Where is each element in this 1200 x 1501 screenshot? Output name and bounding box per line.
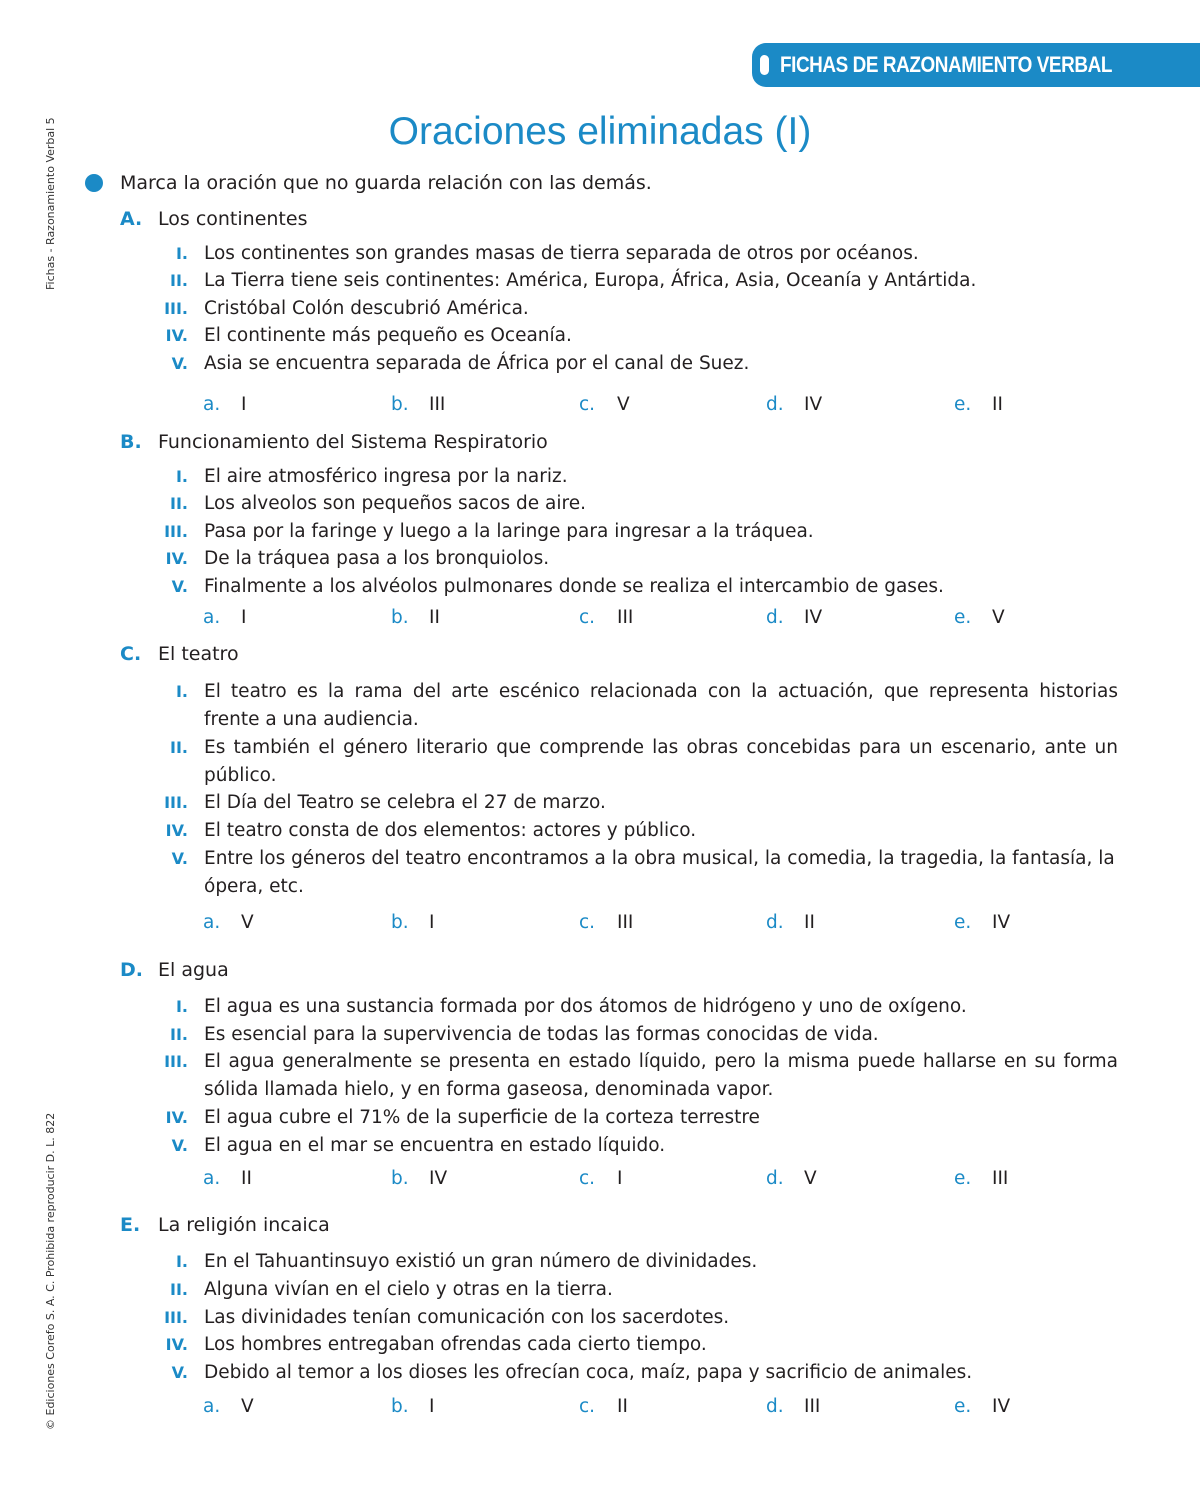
item-text: De la tráquea pasa a los bronquiolos. [204,548,550,569]
option-value: II [429,607,440,628]
list-item [160,1021,1118,1049]
option-letter: a. [203,394,221,415]
item-numeral: II. [170,738,188,757]
item-numeral: III. [164,793,188,812]
answer-option[interactable] [203,1396,254,1417]
option-value: I [617,1168,623,1189]
item-numeral: III. [164,1052,188,1071]
option-value: I [241,394,247,415]
item-text: El agua en el mar se encuentra en estado líquido. [204,1135,666,1156]
answer-option[interactable] [766,607,822,628]
section-heading [120,431,548,453]
item-text: El continente más pequeño es Oceanía. [204,325,572,346]
item-numeral: II. [170,1025,188,1044]
header-label: FICHAS DE RAZONAMIENTO VERBAL [780,52,1112,77]
answer-option[interactable] [391,912,434,933]
item-numeral: I. [175,467,188,486]
bullet-icon [85,174,103,192]
option-value: IV [429,1168,448,1189]
item-text: Debido al temor a los dioses les ofrecían coca, maíz, papa y sacrificio de animales. [204,1362,973,1383]
option-letter: b. [391,912,409,933]
item-numeral: V. [171,1136,188,1155]
list-item [160,267,1118,295]
option-value: V [617,394,630,415]
item-text: Cristóbal Colón descubrió América. [204,298,529,319]
option-letter: d. [766,1168,784,1189]
answer-option[interactable] [203,912,254,933]
item-numeral: IV. [165,1108,188,1127]
answer-option[interactable] [766,1396,820,1417]
item-text: En el Tahuantinsuyo existió un gran número de divinidades. [204,1251,758,1272]
option-letter: a. [203,1396,221,1417]
list-item [160,295,1118,323]
list-item [160,993,1118,1021]
item-numeral: IV. [165,549,188,568]
page-title: Oraciones eliminadas (I) [388,110,812,153]
option-value: II [617,1396,628,1417]
answer-option[interactable] [954,912,1010,933]
answer-option[interactable] [203,607,246,628]
item-numeral: V. [171,354,188,373]
list-item [160,350,1118,378]
item-text: Los hombres entregaban ofrendas cada cierto tiempo. [204,1334,707,1355]
item-text: El agua cubre el 71% de la superficie de la corteza terrestre [204,1107,760,1128]
option-letter: c. [579,1396,596,1417]
answer-option[interactable] [579,607,633,628]
answer-option[interactable] [954,394,1003,415]
option-letter: c. [579,912,596,933]
answer-option[interactable] [579,1168,622,1189]
list-item [160,240,1118,268]
list-item [160,845,1118,901]
item-text: Las divinidades tenían comunicación con los sacerdotes. [204,1307,730,1328]
option-value: III [617,607,634,628]
option-letter: e. [954,394,972,415]
item-text: La Tierra tiene seis continentes: América, Europa, África, Asia, Oceanía y Antártida. [204,270,977,291]
option-value: V [992,607,1005,628]
list-item [160,1304,1118,1332]
option-value: V [804,1168,817,1189]
option-value: I [429,912,435,933]
list-item [160,1331,1118,1359]
option-letter: b. [391,607,409,628]
answer-option[interactable] [766,1168,817,1189]
option-value: V [241,912,254,933]
option-value: III [429,394,446,415]
item-text: Alguna vivían en el cielo y otras en la tierra. [204,1279,613,1300]
option-letter: a. [203,1168,221,1189]
answer-option[interactable] [579,1396,628,1417]
section-letter: C. [120,643,142,665]
section-heading [120,208,307,230]
list-item [160,789,1118,817]
option-letter: b. [391,394,409,415]
item-numeral: II. [170,271,188,290]
header-banner [752,43,1200,87]
list-item [160,678,1118,734]
section-title: Los continentes [158,208,308,230]
option-letter: c. [579,394,596,415]
item-text: Pasa por la faringe y luego a la laringe para ingresar a la tráquea. [204,521,814,542]
item-text: Los alveolos son pequeños sacos de aire. [204,493,586,514]
item-numeral: IV. [165,326,188,345]
list-item [160,1359,1118,1387]
item-text: Finalmente a los alvéolos pulmonares donde se realiza el intercambio de gases. [204,576,944,597]
list-item [160,1276,1118,1304]
option-letter: e. [954,1396,972,1417]
item-numeral: I. [175,682,188,701]
section-letter: D. [120,959,143,981]
option-letter: e. [954,912,972,933]
option-letter: d. [766,1396,784,1417]
item-numeral: II. [170,1280,188,1299]
item-numeral: I. [175,997,188,1016]
item-text: Los continentes son grandes masas de tierra separada de otros por océanos. [204,243,919,264]
option-letter: b. [391,1168,409,1189]
sidebar-top-text: Fichas - Razonamiento Verbal 5 [44,117,57,290]
item-numeral: V. [171,849,188,868]
option-letter: d. [766,607,784,628]
item-text: Asia se encuentra separada de África por el canal de Suez. [204,353,750,374]
section-heading [120,643,239,665]
section-letter: B. [120,431,142,453]
option-letter: c. [579,607,596,628]
answer-option[interactable] [391,607,440,628]
answer-option[interactable] [391,1396,434,1417]
list-item [160,817,1118,845]
answer-option[interactable] [766,394,822,415]
section-heading [120,959,229,981]
item-text: El teatro consta de dos elementos: actores y público. [204,820,697,841]
item-numeral: IV. [165,821,188,840]
answer-option[interactable] [766,912,815,933]
option-value: IV [804,394,823,415]
option-value: V [241,1396,254,1417]
option-letter: c. [579,1168,596,1189]
item-numeral: II. [170,494,188,513]
item-text: Es también el género literario que comprende las obras concebidas para un escenario, ante un público. [204,737,1118,786]
section-letter: A. [120,208,143,230]
answer-option[interactable] [391,1168,447,1189]
item-numeral: V. [171,1363,188,1382]
option-letter: b. [391,1396,409,1417]
answer-option[interactable] [954,1396,1010,1417]
option-value: I [429,1396,435,1417]
list-item [160,545,1118,573]
list-item [160,1104,1118,1132]
section-title: El teatro [158,643,239,665]
option-value: III [992,1168,1009,1189]
option-letter: e. [954,607,972,628]
item-text: El agua es una sustancia formada por dos átomos de hidrógeno y uno de oxígeno. [204,996,967,1017]
option-letter: d. [766,912,784,933]
item-text: Es esencial para la supervivencia de todas las formas conocidas de vida. [204,1024,879,1045]
option-letter: a. [203,607,221,628]
list-item [160,1132,1118,1160]
option-value: IV [992,912,1011,933]
option-value: I [241,607,247,628]
list-item [160,1048,1118,1104]
item-numeral: IV. [165,1335,188,1354]
section-title: Funcionamiento del Sistema Respiratorio [158,431,548,453]
list-item [160,573,1118,601]
answer-option[interactable] [579,394,630,415]
list-item [160,518,1118,546]
item-text: El aire atmosférico ingresa por la nariz. [204,466,568,487]
item-text: Entre los géneros del teatro encontramos a la obra musical, la comedia, la tragedia, la fantasía, la ópera, etc. [204,848,1115,897]
answer-option[interactable] [954,1168,1008,1189]
option-value: II [804,912,815,933]
option-value: II [992,394,1003,415]
option-value: II [241,1168,252,1189]
option-letter: d. [766,394,784,415]
section-title: La religión incaica [158,1214,330,1236]
list-item [160,734,1118,790]
list-item [160,322,1118,350]
list-item [160,463,1118,491]
option-letter: e. [954,1168,972,1189]
answer-option[interactable] [203,394,246,415]
sidebar-copyright-text: © Ediciones Corefo S. A. C. Prohibida reproducir D. L. 822 [44,1112,57,1430]
answer-option[interactable] [579,912,633,933]
item-text: El Día del Teatro se celebra el 27 de marzo. [204,792,606,813]
answer-option[interactable] [203,1168,252,1189]
item-numeral: I. [175,1252,188,1271]
item-numeral: III. [164,299,188,318]
section-letter: E. [120,1214,141,1236]
item-numeral: I. [175,244,188,263]
section-title: El agua [158,959,229,981]
option-value: III [617,912,634,933]
option-value: IV [804,607,823,628]
option-letter: a. [203,912,221,933]
list-item [160,490,1118,518]
instruction-text: Marca la oración que no guarda relación con las demás. [120,172,652,194]
option-value: III [804,1396,821,1417]
answer-option[interactable] [391,394,445,415]
item-numeral: III. [164,522,188,541]
item-text: El agua generalmente se presenta en estado líquido, pero la misma puede hallarse en su forma sólida llamada hielo, y en forma gaseosa, denominada vapor. [204,1051,1118,1100]
answer-option[interactable] [954,607,1005,628]
option-value: IV [992,1396,1011,1417]
item-numeral: III. [164,1308,188,1327]
item-numeral: V. [171,577,188,596]
section-heading [120,1214,330,1236]
item-text: El teatro es la rama del arte escénico relacionada con la actuación, que representa historias frente a una audiencia. [204,681,1118,730]
header-marker-icon [760,55,769,75]
list-item [160,1248,1118,1276]
